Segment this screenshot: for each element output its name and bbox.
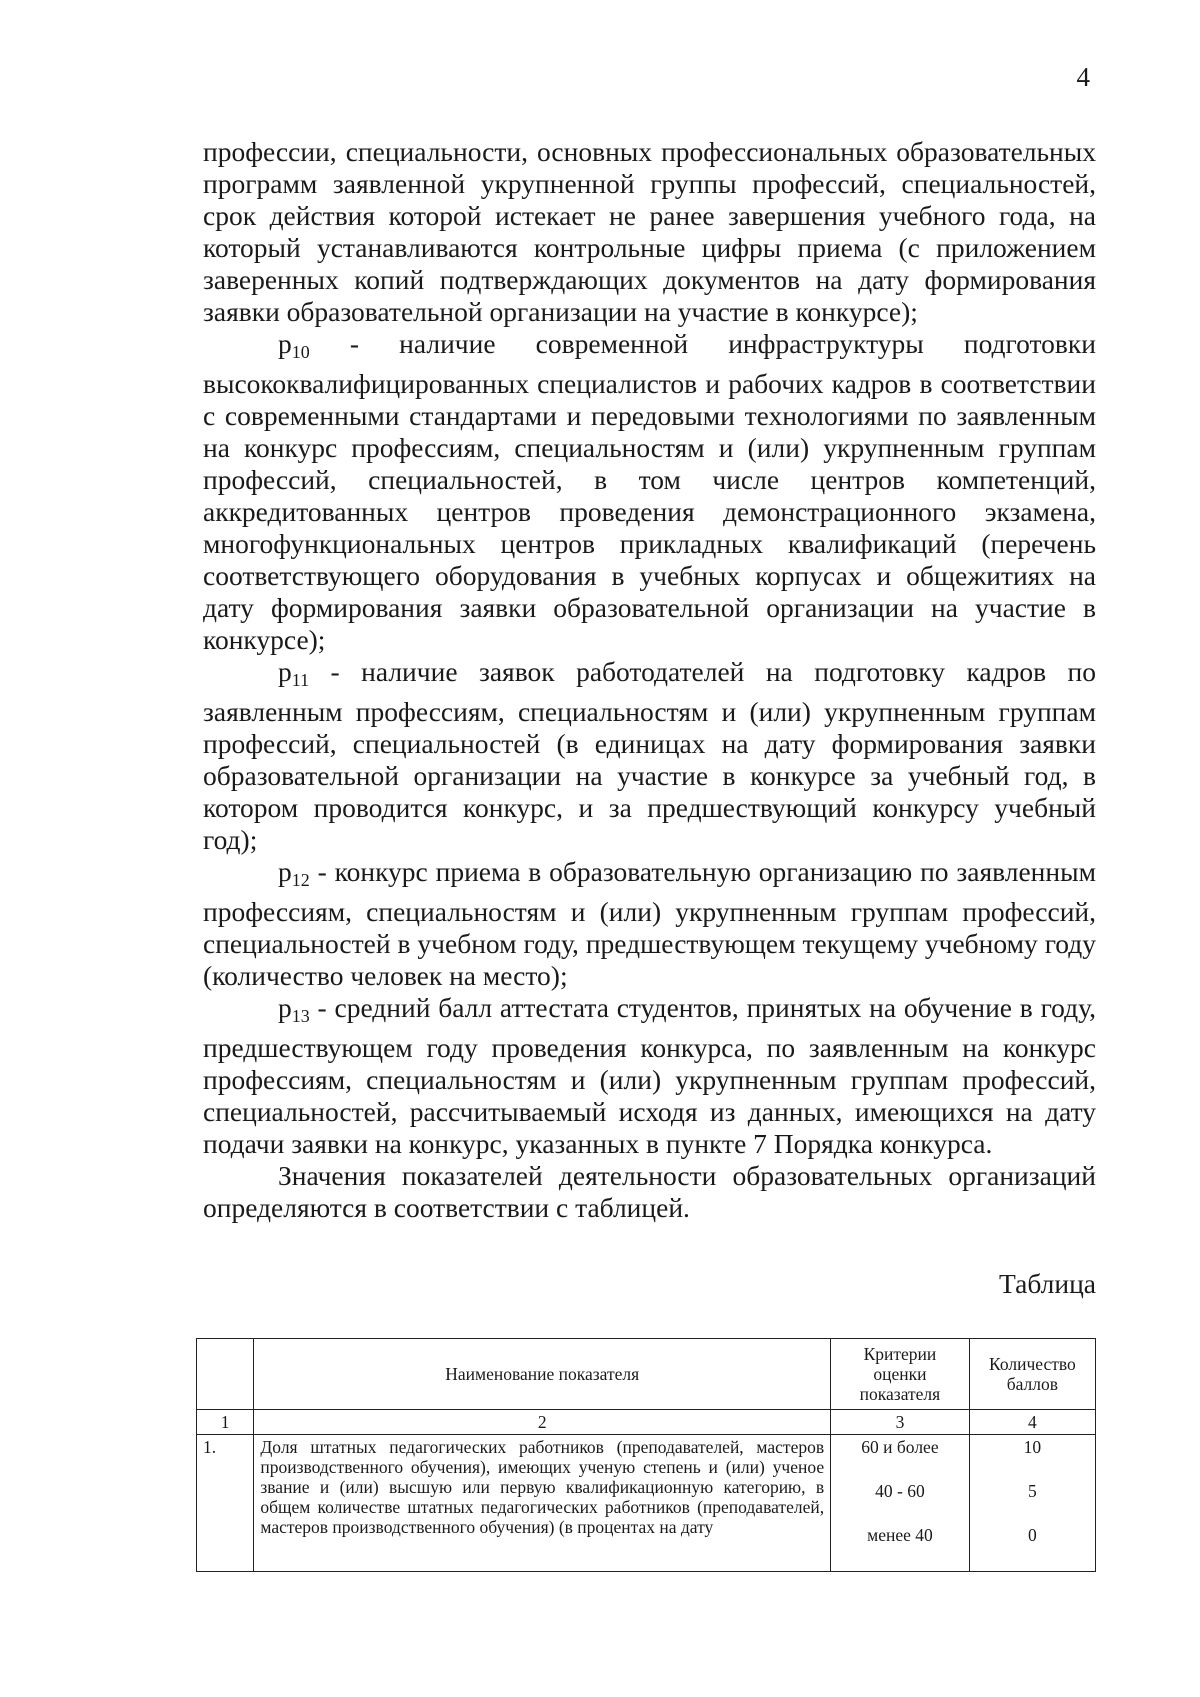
page-number: 4 bbox=[1076, 62, 1090, 92]
score-value: 0 bbox=[1028, 1525, 1037, 1545]
score-cell bbox=[969, 1435, 1095, 1572]
header-cell-criteria: Критерии оценки показателя bbox=[831, 1339, 970, 1410]
column-number: 2 bbox=[254, 1410, 831, 1435]
paragraph-table-intro: Значения показателей деятельности образовательных организаций определяются в соответствии с таблицей. bbox=[203, 1160, 1096, 1223]
column-number: 3 bbox=[831, 1410, 970, 1435]
criteria-value: 40 - 60 bbox=[875, 1481, 925, 1501]
header-cell-points: Количество баллов bbox=[969, 1339, 1095, 1410]
row-number: 1. bbox=[197, 1435, 254, 1572]
header-cell-indicator-name: Наименование показателя bbox=[254, 1339, 831, 1410]
indicators-table bbox=[196, 1338, 1096, 1572]
criteria-value: 60 и более bbox=[861, 1437, 939, 1457]
score-value: 5 bbox=[1028, 1481, 1037, 1501]
column-number-row bbox=[197, 1410, 1096, 1435]
table-row bbox=[197, 1435, 1096, 1572]
indicator-description: Доля штатных педагогических работников (преподавателей, мастеров производственного обучения), имеющих ученую степень и (или) ученое звание и (или) высшую или первую квалификационную категорию, в общем количестве штатных педагогических работников (преподавателей, мастеров производственного обучения) (в процентах на дату bbox=[254, 1435, 831, 1572]
table-header-row bbox=[197, 1339, 1096, 1410]
paragraph-p13: $р_{13}$ - средний балл аттестата студентов, принятых на обучение в году, предшествующем году проведения конкурса, по заявленным на конкурс профессиям, специальностям и (или) укрупненным группам профессий, специальностей, рассчитываемый исходя из данных, имеющихся на дату подачи заявки на конкурс, указанных в пункте 7 Порядка конкурса. bbox=[203, 992, 1096, 1159]
document-body bbox=[203, 136, 1096, 1224]
table-caption: Таблица bbox=[999, 1268, 1096, 1299]
column-number: 1 bbox=[197, 1410, 254, 1435]
paragraph-p11: $р_{11}$ - наличие заявок работодателей на подготовку кадров по заявленным профессиям, специальностям и (или) укрупненным группам профессий, специальностей (в единицах на дату формирования заявки образовательной организации на участие в конкурсе за учебный год, в котором проводится конкурс, и за предшествующий конкурсу учебный год); bbox=[203, 656, 1096, 855]
paragraph-continuation: профессии, специальности, основных профессиональных образовательных программ заявленной укрупненной группы профессий, специальностей, срок действия которой истекает не ранее завершения учебного года, на который устанавливаются контрольные цифры приема (с приложением заверенных копий подтверждающих документов на дату формирования заявки образовательной организации на участие в конкурсе); bbox=[203, 136, 1096, 327]
score-value: 10 bbox=[1023, 1437, 1042, 1457]
header-cell-number bbox=[197, 1339, 254, 1410]
paragraph-p10: $р_{10}$ - наличие современной инфраструктуры подготовки высококвалифицированных специалистов и рабочих кадров в соответствии с современными стандартами и передовыми технологиями по заявленным на конкурс профессиям, специальностям и (или) укрупненным группам профессий, специальностей, в том числе центров компетенций, аккредитованных центров проведения демонстрационного экзамена, многофункциональных центров прикладных квалификаций (перечень соответствующего оборудования в учебных корпусах и общежитиях на дату формирования заявки образовательной организации на участие в конкурсе); bbox=[203, 328, 1096, 655]
criteria-cell bbox=[831, 1435, 970, 1572]
paragraph-p12: $р_{12}$ - конкурс приема в образовательную организацию по заявленным профессиям, специальностям и (или) укрупненным группам профессий, специальностей в учебном году, предшествующем текущему учебному году (количество человек на место); bbox=[203, 856, 1096, 991]
criteria-value: менее 40 bbox=[867, 1525, 933, 1545]
column-number: 4 bbox=[969, 1410, 1095, 1435]
